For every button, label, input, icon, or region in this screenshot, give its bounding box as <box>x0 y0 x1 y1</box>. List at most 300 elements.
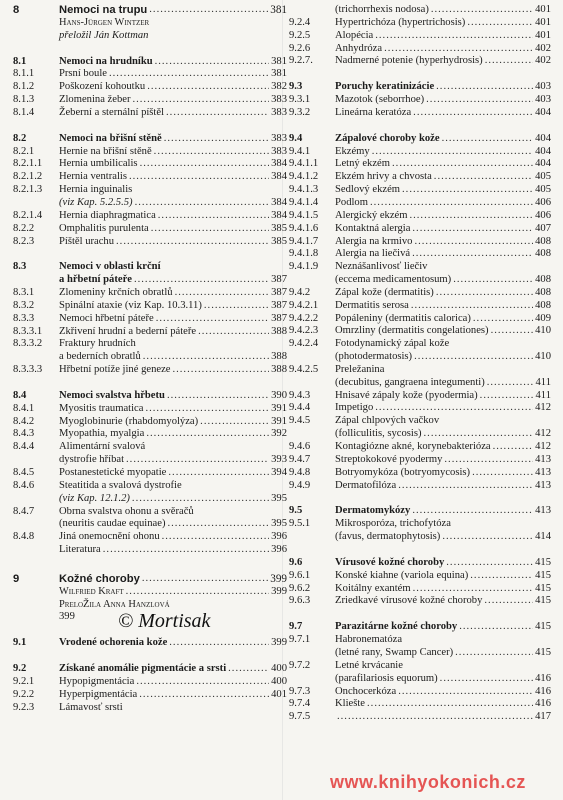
toc-entry-title: Zriedkavé vírusové kožné choroby <box>335 595 483 607</box>
toc-entry-page: 402 <box>535 55 551 67</box>
toc-entry-page: 391 <box>271 402 287 414</box>
toc-entry-page: 404 <box>535 145 551 157</box>
toc-leader-dots <box>150 30 285 43</box>
toc-entry[interactable] <box>13 416 287 429</box>
toc-entry[interactable] <box>13 197 287 210</box>
toc-entry-number: 9.7.1 <box>289 634 311 646</box>
toc-entry[interactable] <box>289 467 551 480</box>
toc-entry[interactable] <box>289 248 551 261</box>
toc-leader-dots <box>473 313 533 326</box>
toc-entry[interactable] <box>289 621 551 634</box>
toc-entry-page: 395 <box>271 518 287 530</box>
toc-entry[interactable] <box>289 441 551 454</box>
toc-entry[interactable] <box>289 673 551 686</box>
toc-entry[interactable] <box>289 197 551 210</box>
toc-entry-title: Hernia umbilicalis <box>59 158 138 170</box>
toc-entry-number: 9.4.1.7 <box>289 235 319 247</box>
toc-entry[interactable] <box>289 223 551 236</box>
toc-entry-number: 9.4.2.3 <box>289 325 319 337</box>
toc-leader-dots <box>149 4 268 17</box>
toc-leader-dots <box>134 184 285 197</box>
toc-entry-page: 414 <box>535 531 551 543</box>
toc-spacer <box>289 608 551 621</box>
toc-entry-title: (viz Kap. 12.1.2) <box>59 492 130 504</box>
toc-entry-title: Lámavosť srsti <box>59 701 123 713</box>
toc-entry-title: Jiná onemocnění ohonu <box>59 531 160 543</box>
toc-entry[interactable] <box>13 467 287 480</box>
toc-entry-title: 399 <box>59 611 75 623</box>
toc-leader-dots <box>145 403 269 416</box>
toc-entry-number: 8.4.8 <box>13 531 35 543</box>
toc-leader-dots <box>412 248 533 261</box>
toc-entry[interactable] <box>13 689 287 702</box>
toc-entry-number: 9.4.6 <box>289 441 311 452</box>
toc-entry-title: Nadmerné potenie (hyperhydrosis) <box>335 55 483 67</box>
toc-entry-title: dystrofie hříbat <box>59 454 125 466</box>
toc-spacer <box>13 120 287 133</box>
toc-leader-dots <box>200 416 269 429</box>
toc-leader-dots <box>398 480 533 493</box>
toc-leader-dots <box>453 274 533 287</box>
toc-entry-title: (neuritis caudae equinae) <box>59 518 166 530</box>
toc-entry-page: 399 <box>271 585 287 597</box>
toc-entry[interactable] <box>289 274 551 287</box>
toc-entry-title: (viz Kap. 5.2.5.5) <box>59 196 133 208</box>
toc-entry-title: (decubitus, gangraena integumenti) <box>335 376 485 388</box>
toc-entry[interactable] <box>13 30 287 43</box>
toc-entry-number: 9.2.6 <box>289 42 311 54</box>
toc-entry[interactable] <box>13 428 287 441</box>
toc-entry[interactable] <box>289 402 551 415</box>
toc-entry-number: 9.4.2.1 <box>289 299 319 311</box>
toc-entry-title: Vrodené ochorenia kože <box>59 637 168 649</box>
toc-entry-number: 9.4.1.4 <box>289 196 319 208</box>
toc-entry-number: 8.2.1.2 <box>13 171 43 183</box>
toc-entry-title: Dermatitis serosa <box>335 299 409 311</box>
toc-entry-page: 399 <box>270 572 287 585</box>
toc-entry[interactable] <box>13 338 287 351</box>
toc-entry-number: 9.2.3 <box>13 701 35 713</box>
toc-entry-page: 384 <box>271 158 287 170</box>
toc-entry[interactable] <box>289 686 551 699</box>
toc-entry-page: 401 <box>271 688 287 700</box>
toc-entry[interactable] <box>289 634 551 647</box>
toc-entry[interactable] <box>289 236 551 249</box>
toc-entry-page: 415 <box>535 582 551 594</box>
toc-entry-page: 387 <box>271 287 287 299</box>
toc-entry[interactable] <box>13 506 287 519</box>
toc-entry-title: Habronematóza <box>335 634 403 646</box>
toc-entry[interactable] <box>13 586 287 599</box>
toc-leader-dots <box>143 351 269 364</box>
toc-entry[interactable] <box>289 351 551 364</box>
toc-entry-title: Streptokokové pyodermy <box>335 453 443 465</box>
toc-entry[interactable] <box>289 94 551 107</box>
toc-leader-dots <box>386 364 549 377</box>
toc-entry-number: 8.2.1.3 <box>13 184 43 196</box>
toc-entry-title: Hernia inguinalis <box>59 184 133 196</box>
toc-entry[interactable] <box>13 236 287 249</box>
toc-entry-title: Prsní boule <box>59 68 107 80</box>
toc-entry-number: 8.4.1 <box>13 402 35 414</box>
toc-entry-title: Kožné choroby <box>59 572 140 585</box>
toc-entry-page: 401 <box>535 29 551 41</box>
toc-entry[interactable] <box>13 133 287 146</box>
toc-entry[interactable] <box>13 274 287 287</box>
toc-entry-page: 415 <box>535 621 551 633</box>
toc-entry[interactable] <box>289 17 551 30</box>
toc-entry[interactable] <box>289 518 551 531</box>
toc-entry[interactable] <box>13 107 287 120</box>
toc-entry-number: 9.3.1 <box>289 94 311 106</box>
toc-leader-dots <box>375 402 533 415</box>
toc-entry[interactable] <box>13 223 287 236</box>
toc-entry[interactable] <box>289 660 551 673</box>
toc-entry-page: 400 <box>271 675 287 687</box>
toc-entry-page: 412 <box>535 441 551 452</box>
toc-entry-page: 411 <box>535 389 551 401</box>
toc-entry-number: 9.7.2 <box>289 659 311 671</box>
toc-entry[interactable] <box>13 637 287 650</box>
toc-entry[interactable] <box>13 663 287 676</box>
toc-leader-dots <box>175 287 270 300</box>
toc-entry[interactable] <box>289 557 551 570</box>
toc-entry[interactable] <box>289 261 551 274</box>
toc-entry-title: Vírusové kožné choroby <box>335 556 445 568</box>
toc-leader-dots <box>441 415 549 428</box>
toc-leader-dots <box>172 364 269 377</box>
toc-entry[interactable] <box>289 570 551 583</box>
toc-entry-page: 383 <box>271 106 287 118</box>
toc-entry-title: (parafilariosis equorum) <box>335 672 438 684</box>
toc-entry-title: Literatura <box>59 544 101 556</box>
toc-entry-number: 9.4.2.4 <box>289 338 319 350</box>
toc-entry-page: 401 <box>535 4 551 15</box>
toc-leader-dots <box>472 467 533 480</box>
toc-entry-number: 9.3.2 <box>289 106 311 118</box>
toc-entry-title: Konské kiahne (variola equina) <box>335 569 469 581</box>
toc-entry-title: Alergický ekzém <box>335 209 408 221</box>
toc-entry-title: (letné rany, Swamp Cancer) <box>335 646 454 658</box>
toc-leader-dots <box>404 634 549 647</box>
toc-spacer <box>13 43 287 56</box>
toc-leader-dots <box>426 94 533 107</box>
toc-entry[interactable] <box>289 210 551 223</box>
toc-entry[interactable] <box>289 428 551 441</box>
toc-entry-title: přeložil Ján Kottman <box>59 29 149 41</box>
toc-leader-dots <box>198 326 269 339</box>
toc-entry[interactable] <box>13 313 287 326</box>
toc-entry-number: 9.2.1 <box>13 675 35 687</box>
toc-entry-title: Neznášanlivosť liečiv <box>335 261 428 273</box>
toc-leader-dots <box>405 660 549 673</box>
toc-entry[interactable] <box>289 595 551 608</box>
toc-entry[interactable] <box>13 158 287 171</box>
toc-entry-number: 9.2 <box>13 663 27 675</box>
toc-entry-page: 410 <box>535 325 551 337</box>
toc-leader-dots <box>154 146 269 159</box>
toc-entry-page: 403 <box>535 81 551 93</box>
toc-entry-page: 381 <box>271 68 287 80</box>
toc-entry-page <box>549 261 551 274</box>
toc-entry-page: 387 <box>271 312 287 324</box>
toc-entry-number: 9.4.1.5 <box>289 209 319 221</box>
toc-entry[interactable] <box>13 4 287 17</box>
toc-entry[interactable] <box>13 326 287 339</box>
toc-entry-title: Zápal kože (dermatitis) <box>335 286 434 298</box>
toc-entry-page: 381 <box>270 4 287 16</box>
toc-leader-dots <box>132 493 269 506</box>
toc-entry-page <box>285 702 287 715</box>
toc-leader-dots <box>414 236 533 249</box>
toc-leader-dots <box>453 518 549 531</box>
toc-entry[interactable] <box>13 210 287 223</box>
toc-entry[interactable] <box>13 441 287 454</box>
toc-entry-page <box>285 599 287 612</box>
toc-entry-number: 8.3.3.3 <box>13 364 43 376</box>
toc-entry[interactable] <box>289 184 551 197</box>
toc-entry[interactable] <box>13 403 287 416</box>
toc-entry-number: 8.1 <box>13 55 27 67</box>
toc-entry[interactable] <box>289 81 551 94</box>
toc-entry-page: 395 <box>271 492 287 504</box>
toc-entry-title: Píštěl urachu <box>59 235 115 247</box>
toc-entry[interactable] <box>289 390 551 403</box>
toc-entry[interactable] <box>289 415 551 428</box>
toc-entry-title: PreloŽila Anna Hanzlová <box>59 598 170 610</box>
toc-entry-title: Alergia na krmivo <box>335 235 413 247</box>
toc-entry[interactable] <box>289 531 551 544</box>
toc-entry[interactable] <box>289 4 551 17</box>
toc-entry[interactable] <box>289 300 551 313</box>
toc-entry-page: 407 <box>535 222 551 234</box>
toc-entry[interactable] <box>289 133 551 146</box>
toc-entry-number: 9.4.1 <box>289 145 311 157</box>
toc-entry[interactable] <box>289 287 551 300</box>
toc-entry[interactable] <box>13 454 287 467</box>
toc-entry-title: Hřbetní potíže jiné geneze <box>59 364 171 376</box>
site-watermark: www.knihyokonich.cz <box>330 772 526 792</box>
toc-entry-title: Zkřivení hrudní a bederní páteře <box>59 325 197 337</box>
toc-entry-page: 413 <box>535 453 551 465</box>
toc-entry-title: Hernie na břišní stěně <box>59 145 152 157</box>
toc-entry-page: 388 <box>271 364 287 376</box>
toc-entry[interactable] <box>13 480 287 493</box>
toc-leader-dots <box>167 518 269 531</box>
toc-entry[interactable] <box>289 583 551 596</box>
toc-entry[interactable] <box>289 698 551 711</box>
toc-entry-page: 405 <box>535 184 551 196</box>
toc-entry-title: Nemoci na trupu <box>59 4 148 16</box>
toc-entry[interactable] <box>13 68 287 81</box>
toc-leader-dots <box>493 441 534 454</box>
toc-spacer <box>13 248 287 261</box>
toc-entry[interactable] <box>289 313 551 326</box>
toc-entry-title: Koitálny exantém <box>335 582 411 594</box>
toc-entry[interactable] <box>13 17 287 30</box>
toc-entry[interactable] <box>289 711 551 724</box>
toc-entry-page: 384 <box>271 209 287 221</box>
toc-leader-dots <box>136 676 269 689</box>
toc-entry-page: 415 <box>535 646 551 658</box>
toc-entry[interactable] <box>289 364 551 377</box>
toc-entry-number: 9.2.2 <box>13 688 35 700</box>
toc-leader-dots <box>392 158 533 171</box>
toc-entry-number: 9.7.4 <box>289 698 311 710</box>
toc-entry[interactable] <box>13 171 287 184</box>
toc-entry[interactable] <box>13 351 287 364</box>
toc-entry-number: 8.1.3 <box>13 94 35 106</box>
toc-spacer <box>289 68 551 81</box>
toc-entry-title: Lineárna keratóza <box>335 106 412 118</box>
toc-entry[interactable] <box>289 43 551 56</box>
toc-entry-title: Poruchy keratinizácie <box>335 81 435 93</box>
toc-entry[interactable] <box>289 325 551 338</box>
toc-entry[interactable] <box>289 505 551 518</box>
toc-entry[interactable] <box>13 573 287 586</box>
toc-entry-page: 408 <box>535 248 551 260</box>
toc-spacer <box>13 377 287 390</box>
toc-entry-title: Hernia diaphragmatica <box>59 209 156 221</box>
toc-leader-dots <box>446 557 533 570</box>
toc-leader-dots <box>164 133 269 146</box>
toc-leader-dots <box>375 30 533 43</box>
toc-entry-number: 9.6.2 <box>289 582 311 594</box>
toc-entry[interactable] <box>289 338 551 351</box>
toc-leader-dots <box>126 586 269 599</box>
toc-entry-title: Kliešte <box>335 698 366 710</box>
toc-entry-number: 8.3 <box>13 261 27 273</box>
toc-leader-dots <box>436 81 533 94</box>
toc-entry[interactable] <box>13 261 287 274</box>
toc-entry-title: a bederních obratlů <box>59 351 141 363</box>
toc-spacer <box>13 557 287 573</box>
toc-entry-title: Zlomeniny krčních obratlů <box>59 287 173 299</box>
toc-entry[interactable] <box>13 518 287 531</box>
toc-entry[interactable] <box>13 184 287 197</box>
toc-entry[interactable] <box>289 30 551 43</box>
toc-entry-page <box>285 30 287 43</box>
toc-entry-title: Impetigo <box>335 402 374 414</box>
toc-entry-page: 384 <box>271 196 287 208</box>
toc-entry[interactable] <box>13 81 287 94</box>
toc-entry-number: 8.1.1 <box>13 68 35 80</box>
toc-spacer <box>289 120 551 133</box>
toc-entry-title: Fraktury hrudních <box>59 338 136 350</box>
toc-entry-title: Onchocerkóza <box>335 685 397 697</box>
toc-entry-page: 383 <box>271 132 287 144</box>
toc-entry-title: Fotodynamický zápal kože <box>335 338 450 350</box>
toc-entry-number: 8.1.2 <box>13 81 35 93</box>
toc-entry[interactable] <box>289 107 551 120</box>
toc-leader-dots <box>147 441 285 454</box>
toc-entry-page <box>285 184 287 197</box>
toc-entry-title: Kontaktná alergia <box>335 222 411 234</box>
toc-entry[interactable] <box>13 493 287 506</box>
toc-entry[interactable] <box>13 702 287 715</box>
toc-entry-number: 9.7.3 <box>289 685 311 697</box>
toc-entry[interactable] <box>13 146 287 159</box>
toc-entry[interactable] <box>13 676 287 689</box>
toc-entry-number: 9.4.2.5 <box>289 363 319 375</box>
toc-entry-title: Nemoci svalstva hřbetu <box>59 389 165 401</box>
toc-entry[interactable] <box>13 300 287 313</box>
toc-entry-title: Alimentární svalová <box>59 441 146 453</box>
toc-leader-dots <box>413 583 534 596</box>
toc-entry-page: 404 <box>535 106 551 118</box>
toc-entry-page <box>549 415 551 428</box>
toc-entry[interactable] <box>289 171 551 184</box>
toc-entry[interactable] <box>289 480 551 493</box>
toc-entry[interactable] <box>13 287 287 300</box>
toc-entry-page: 387 <box>271 299 287 311</box>
toc-entry-number: 9.6 <box>289 556 303 568</box>
toc-entry-number: 8.2.1 <box>13 145 35 157</box>
toc-entry-number: 9.4.1.3 <box>289 184 319 196</box>
toc-entry-number: 8.3.3.2 <box>13 338 43 350</box>
toc-left-column <box>13 4 287 715</box>
toc-entry[interactable] <box>13 531 287 544</box>
toc-entry-title: Letný ekzém <box>335 158 391 170</box>
toc-entry-page: 411 <box>535 376 551 388</box>
toc-entry[interactable] <box>13 56 287 69</box>
toc-entry-title: Ekzémy <box>335 145 370 157</box>
toc-entry-page: 396 <box>271 544 287 556</box>
toc-entry-number: 8.2 <box>13 132 27 144</box>
toc-entry[interactable] <box>289 454 551 467</box>
toc-entry-page: 416 <box>535 698 551 710</box>
toc-entry-title: Poškození kohoutku <box>59 81 146 93</box>
toc-entry-page: 412 <box>535 402 551 414</box>
copyright-watermark: © Mortisak <box>118 610 211 632</box>
toc-leader-dots <box>151 223 269 236</box>
toc-leader-dots <box>484 595 533 608</box>
toc-entry-title: Nemoci hřbetní páteře <box>59 312 154 324</box>
toc-entry-page: 385 <box>271 235 287 247</box>
toc-entry[interactable] <box>289 55 551 68</box>
toc-leader-dots <box>204 300 269 313</box>
toc-entry[interactable] <box>289 158 551 171</box>
toc-entry-page: 415 <box>535 569 551 581</box>
toc-entry-number: 9.6.1 <box>289 569 311 581</box>
toc-entry[interactable] <box>13 94 287 107</box>
toc-entry[interactable] <box>13 544 287 557</box>
toc-leader-dots <box>444 454 533 467</box>
toc-entry-page: 403 <box>535 94 551 106</box>
toc-entry[interactable] <box>289 377 551 390</box>
toc-entry-page: 416 <box>535 672 551 684</box>
toc-entry-page: 416 <box>535 685 551 697</box>
toc-leader-dots <box>139 689 269 702</box>
toc-entry-title: Zápal chlpových vačkov <box>335 415 440 427</box>
toc-entry-title: Parazitárne kožné choroby <box>335 621 458 633</box>
toc-entry-page: 388 <box>271 351 287 363</box>
toc-entry-page: 413 <box>535 505 551 517</box>
toc-entry[interactable] <box>289 647 551 660</box>
toc-leader-dots <box>485 55 533 68</box>
toc-leader-dots <box>158 210 269 223</box>
toc-entry-number: 8.1.4 <box>13 106 35 118</box>
toc-leader-dots <box>103 544 269 557</box>
toc-entry-page: 381 <box>271 55 287 67</box>
toc-entry[interactable] <box>13 364 287 377</box>
toc-entry[interactable] <box>13 390 287 403</box>
toc-spacer <box>13 650 287 663</box>
toc-leader-dots <box>434 171 533 184</box>
toc-entry[interactable] <box>289 146 551 159</box>
toc-entry-title: Hnisavé zápaly kože (pyodermia) <box>335 389 478 401</box>
toc-entry-number: 8.4 <box>13 389 27 401</box>
